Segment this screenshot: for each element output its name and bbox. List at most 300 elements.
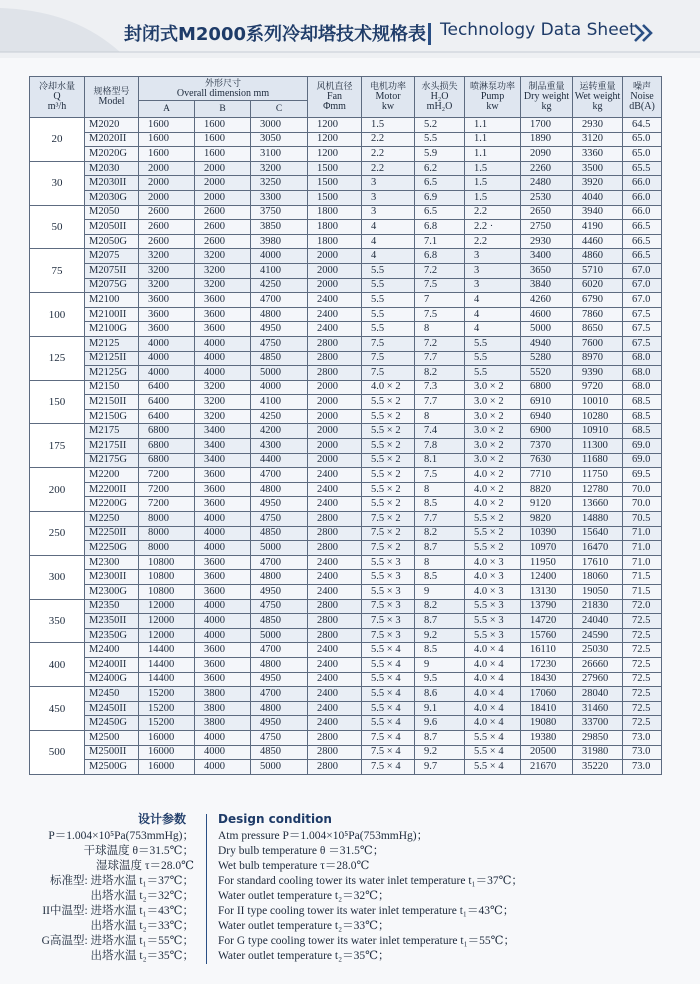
cell-dry-weight: 18430 (521, 672, 573, 687)
cell-pump: 4.0 × 4 (465, 687, 521, 702)
cell-model: M2030II (85, 176, 139, 191)
cell-dim-b: 3600 (195, 672, 251, 687)
cell-dry-weight: 12400 (521, 570, 573, 585)
cell-fan: 2400 (308, 657, 362, 672)
cell-wet-weight: 9720 (573, 380, 623, 395)
cell-dim-c: 3200 (251, 161, 308, 176)
cell-dim-b: 1600 (195, 147, 251, 162)
cell-dim-b: 3200 (195, 409, 251, 424)
cell-headloss: 8.5 (415, 497, 465, 512)
cell-model: M2020 (85, 118, 139, 133)
cell-motor: 5.5 × 2 (362, 439, 415, 454)
cell-pump: 4.0 × 2 (465, 468, 521, 483)
cell-dry-weight: 5520 (521, 366, 573, 381)
table-row (30, 278, 662, 293)
cell-wet-weight: 25030 (573, 643, 623, 658)
cell-fan: 2400 (308, 570, 362, 585)
cell-noise: 72.0 (623, 599, 662, 614)
cell-dim-b: 3600 (195, 293, 251, 308)
cell-flow: 150 (30, 380, 85, 424)
cell-noise: 68.0 (623, 366, 662, 381)
cell-headloss: 9.6 (415, 716, 465, 731)
cell-dim-a: 6400 (139, 409, 195, 424)
cell-headloss: 8.1 (415, 453, 465, 468)
cell-dry-weight: 6940 (521, 409, 573, 424)
cell-headloss: 7 (415, 293, 465, 308)
cell-fan: 2000 (308, 249, 362, 264)
cell-model: M2050 (85, 205, 139, 220)
cell-dim-b: 3600 (195, 585, 251, 600)
cell-dim-b: 4000 (195, 745, 251, 760)
cell-model: M2020G (85, 147, 139, 162)
cell-dry-weight: 9820 (521, 512, 573, 527)
cell-wet-weight: 11680 (573, 453, 623, 468)
design-line-cn: 干球温度 θ＝31.5℃； (83, 845, 194, 857)
cell-dim-a: 4000 (139, 351, 195, 366)
cell-model: M2450G (85, 716, 139, 731)
cell-fan: 2800 (308, 336, 362, 351)
cell-noise: 65.0 (623, 147, 662, 162)
cell-dim-c: 4950 (251, 585, 308, 600)
cell-model: M2200 (85, 468, 139, 483)
cell-pump: 5.5 × 4 (465, 760, 521, 775)
cell-dim-c: 5000 (251, 760, 308, 775)
table-row (30, 672, 662, 687)
cell-motor: 1.5 (362, 118, 415, 133)
cell-noise: 71.0 (623, 555, 662, 570)
cell-pump: 5.5 × 3 (465, 628, 521, 643)
spec-table-body (30, 118, 662, 775)
cell-dry-weight: 1890 (521, 132, 573, 147)
cell-noise: 65.0 (623, 132, 662, 147)
cell-dim-c: 5000 (251, 366, 308, 381)
cell-headloss: 5.9 (415, 147, 465, 162)
cell-motor: 7.5 × 2 (362, 541, 415, 556)
cell-dry-weight: 8820 (521, 482, 573, 497)
cell-motor: 5.5 × 4 (362, 716, 415, 731)
cell-dim-a: 16000 (139, 745, 195, 760)
cell-dim-c: 4700 (251, 555, 308, 570)
cell-model: M2175G (85, 453, 139, 468)
cell-dim-c: 4700 (251, 643, 308, 658)
cell-wet-weight: 3920 (573, 176, 623, 191)
cell-dim-a: 7200 (139, 468, 195, 483)
cell-dim-c: 3100 (251, 147, 308, 162)
cell-pump: 4.0 × 3 (465, 585, 521, 600)
cell-dry-weight: 13130 (521, 585, 573, 600)
cell-headloss: 8.2 (415, 526, 465, 541)
table-row (30, 293, 662, 308)
cell-dim-b: 3400 (195, 424, 251, 439)
cell-noise: 67.5 (623, 307, 662, 322)
cell-dim-b: 3600 (195, 307, 251, 322)
cell-fan: 1200 (308, 132, 362, 147)
cell-wet-weight: 35220 (573, 760, 623, 775)
cell-wet-weight: 3500 (573, 161, 623, 176)
cell-dim-a: 10800 (139, 555, 195, 570)
cell-wet-weight: 4040 (573, 190, 623, 205)
cell-pump: 3.0 × 2 (465, 395, 521, 410)
table-row (30, 263, 662, 278)
cell-motor: 7.5 × 4 (362, 760, 415, 775)
cell-dim-c: 4400 (251, 453, 308, 468)
cell-dim-c: 4850 (251, 614, 308, 629)
table-row (30, 439, 662, 454)
cell-noise: 64.5 (623, 118, 662, 133)
cell-model: M2030G (85, 190, 139, 205)
cell-headloss: 9 (415, 585, 465, 600)
cell-dim-b: 3600 (195, 322, 251, 337)
cell-dim-a: 12000 (139, 614, 195, 629)
cell-fan: 1200 (308, 147, 362, 162)
cell-wet-weight: 27960 (573, 672, 623, 687)
cell-dim-b: 4000 (195, 512, 251, 527)
cell-fan: 2400 (308, 482, 362, 497)
table-row (30, 366, 662, 381)
cell-fan: 2000 (308, 424, 362, 439)
cell-model: M2050II (85, 220, 139, 235)
design-line-cn: 出塔水温 t₂＝32℃； (90, 890, 194, 902)
cell-headloss: 9.7 (415, 760, 465, 775)
table-row (30, 351, 662, 366)
cell-flow: 50 (30, 205, 85, 249)
cell-dim-b: 3200 (195, 263, 251, 278)
cell-headloss: 6.8 (415, 249, 465, 264)
cell-dim-c: 5000 (251, 541, 308, 556)
cell-pump: 5.5 (465, 351, 521, 366)
cell-dim-a: 12000 (139, 628, 195, 643)
cell-motor: 4.0 × 2 (362, 380, 415, 395)
cell-noise: 72.5 (623, 628, 662, 643)
table-row (30, 745, 662, 760)
cell-noise: 68.5 (623, 409, 662, 424)
cell-dim-a: 2600 (139, 234, 195, 249)
cell-pump: 3.0 × 2 (465, 453, 521, 468)
table-row (30, 395, 662, 410)
cell-fan: 2400 (308, 497, 362, 512)
cell-fan: 2000 (308, 453, 362, 468)
table-row (30, 190, 662, 205)
cell-fan: 2000 (308, 439, 362, 454)
cell-dim-c: 3300 (251, 190, 308, 205)
cell-model: M2450 (85, 687, 139, 702)
cell-dim-c: 4800 (251, 570, 308, 585)
design-conditions (0, 810, 700, 980)
table-row (30, 307, 662, 322)
cell-noise: 72.5 (623, 687, 662, 702)
cell-wet-weight: 8970 (573, 351, 623, 366)
col-header-dry-weight: 制品重量 Dry weight kg (521, 77, 573, 118)
table-row (30, 147, 662, 162)
cell-dim-b: 4000 (195, 760, 251, 775)
cell-headloss: 7.4 (415, 424, 465, 439)
cell-headloss: 9.2 (415, 745, 465, 760)
cell-dim-a: 2600 (139, 205, 195, 220)
design-line-en: Water outlet temperature t₂＝35℃； (218, 950, 390, 962)
cell-dim-c: 4700 (251, 293, 308, 308)
cell-fan: 1800 (308, 220, 362, 235)
design-line-cn: G高温型: 进塔水温 t₁＝55℃； (41, 935, 194, 947)
design-line-en: Water outlet temperature t₂＝33℃； (218, 920, 390, 932)
cell-dry-weight: 21670 (521, 760, 573, 775)
cell-noise: 66.0 (623, 190, 662, 205)
cell-dim-c: 4700 (251, 468, 308, 483)
cell-pump: 2.2 (465, 205, 521, 220)
cell-headloss: 6.2 (415, 161, 465, 176)
cell-motor: 4 (362, 220, 415, 235)
cell-headloss: 8.5 (415, 570, 465, 585)
cell-motor: 5.5 (362, 278, 415, 293)
cell-dim-b: 2600 (195, 220, 251, 235)
cell-dim-b: 3600 (195, 570, 251, 585)
cell-dim-b: 4000 (195, 614, 251, 629)
cell-dry-weight: 11950 (521, 555, 573, 570)
cell-headloss: 9.5 (415, 672, 465, 687)
cell-headloss: 8.2 (415, 366, 465, 381)
cell-dim-a: 2000 (139, 190, 195, 205)
cell-wet-weight: 14880 (573, 512, 623, 527)
cell-dim-b: 4000 (195, 541, 251, 556)
cell-motor: 5.5 × 2 (362, 453, 415, 468)
cell-motor: 5.5 × 4 (362, 672, 415, 687)
cell-model: M2100G (85, 322, 139, 337)
cell-fan: 2400 (308, 307, 362, 322)
cell-dim-c: 4750 (251, 336, 308, 351)
table-row (30, 526, 662, 541)
cell-dim-a: 6800 (139, 439, 195, 454)
cell-model: M2300G (85, 585, 139, 600)
cell-pump: 3 (465, 263, 521, 278)
cell-dim-c: 4000 (251, 380, 308, 395)
cell-fan: 1200 (308, 118, 362, 133)
cell-dim-c: 4950 (251, 672, 308, 687)
cell-noise: 72.5 (623, 716, 662, 731)
cell-pump: 4 (465, 322, 521, 337)
cell-dry-weight: 6900 (521, 424, 573, 439)
cell-motor: 3 (362, 176, 415, 191)
cell-dry-weight: 10970 (521, 541, 573, 556)
cell-dry-weight: 2260 (521, 161, 573, 176)
cell-dim-c: 5000 (251, 628, 308, 643)
cell-dry-weight: 4600 (521, 307, 573, 322)
design-line-en: For II type cooling tower its water inlet temperature t₁＝43℃； (218, 905, 515, 917)
cell-model: M2250II (85, 526, 139, 541)
cell-dim-b: 2600 (195, 205, 251, 220)
cell-flow: 250 (30, 512, 85, 556)
cell-dim-b: 3400 (195, 453, 251, 468)
cell-dry-weight: 17230 (521, 657, 573, 672)
cell-fan: 2800 (308, 628, 362, 643)
cell-dim-b: 4000 (195, 366, 251, 381)
cell-dry-weight: 2090 (521, 147, 573, 162)
cell-noise: 73.0 (623, 745, 662, 760)
cell-dry-weight: 20500 (521, 745, 573, 760)
cell-model: M2350G (85, 628, 139, 643)
cell-wet-weight: 29850 (573, 730, 623, 745)
cell-dim-c: 4250 (251, 278, 308, 293)
cell-fan: 1500 (308, 176, 362, 191)
design-heading-english: Design condition (218, 812, 332, 826)
cell-pump: 1.1 (465, 132, 521, 147)
cell-noise: 68.0 (623, 380, 662, 395)
cell-dry-weight: 2530 (521, 190, 573, 205)
table-row (30, 687, 662, 702)
cell-dry-weight: 3650 (521, 263, 573, 278)
cell-dry-weight: 2750 (521, 220, 573, 235)
cell-noise: 67.0 (623, 293, 662, 308)
cell-wet-weight: 2930 (573, 118, 623, 133)
cell-motor: 5.5 (362, 263, 415, 278)
cell-motor: 5.5 × 2 (362, 482, 415, 497)
cell-motor: 2.2 (362, 161, 415, 176)
cell-dim-b: 1600 (195, 118, 251, 133)
cell-fan: 2800 (308, 541, 362, 556)
cell-dim-c: 3750 (251, 205, 308, 220)
cell-model: M2350 (85, 599, 139, 614)
cell-noise: 65.5 (623, 161, 662, 176)
cell-dim-a: 3200 (139, 249, 195, 264)
cell-fan: 1500 (308, 190, 362, 205)
table-row (30, 555, 662, 570)
cell-dim-b: 2000 (195, 176, 251, 191)
table-row (30, 541, 662, 556)
cell-motor: 5.5 × 4 (362, 687, 415, 702)
cell-headloss: 7.5 (415, 468, 465, 483)
cell-model: M2200G (85, 497, 139, 512)
cell-dim-b: 4000 (195, 730, 251, 745)
double-chevron-right-icon (632, 22, 656, 44)
cell-headloss: 8 (415, 409, 465, 424)
cell-headloss: 6.8 (415, 220, 465, 235)
cell-dim-b: 3800 (195, 701, 251, 716)
cell-dim-a: 3600 (139, 307, 195, 322)
cell-fan: 1800 (308, 205, 362, 220)
cell-noise: 71.5 (623, 570, 662, 585)
cell-wet-weight: 9390 (573, 366, 623, 381)
cell-dim-c: 4800 (251, 657, 308, 672)
cell-dry-weight: 3840 (521, 278, 573, 293)
cell-motor: 3 (362, 205, 415, 220)
design-line-cn: P＝1.004×10⁵Pa(753mmHg)； (48, 830, 194, 842)
cell-model: M2125II (85, 351, 139, 366)
title-english: Technology Data Sheet (440, 20, 636, 40)
cell-fan: 2000 (308, 409, 362, 424)
cell-model: M2075G (85, 278, 139, 293)
table-row (30, 512, 662, 527)
cell-dim-a: 1600 (139, 147, 195, 162)
cell-noise: 71.5 (623, 585, 662, 600)
cell-wet-weight: 26660 (573, 657, 623, 672)
cell-headloss: 9.1 (415, 701, 465, 716)
cell-headloss: 8.7 (415, 614, 465, 629)
cell-pump: 4.0 × 4 (465, 643, 521, 658)
cell-pump: 5.5 (465, 366, 521, 381)
cell-dim-c: 4750 (251, 512, 308, 527)
cell-headloss: 7.8 (415, 439, 465, 454)
cell-motor: 7.5 × 4 (362, 730, 415, 745)
cell-wet-weight: 12780 (573, 482, 623, 497)
cell-motor: 5.5 × 2 (362, 424, 415, 439)
cell-pump: 4.0 × 2 (465, 497, 521, 512)
cell-wet-weight: 15640 (573, 526, 623, 541)
design-conditions-chinese (0, 810, 206, 964)
cell-pump: 1.1 (465, 147, 521, 162)
cell-motor: 5.5 × 3 (362, 585, 415, 600)
cell-dim-a: 1600 (139, 132, 195, 147)
cell-pump: 5.5 × 3 (465, 614, 521, 629)
cell-motor: 5.5 × 2 (362, 468, 415, 483)
cell-headloss: 5.5 (415, 132, 465, 147)
cell-dim-c: 4950 (251, 322, 308, 337)
table-row (30, 176, 662, 191)
cell-dry-weight: 19380 (521, 730, 573, 745)
cell-dim-a: 10800 (139, 585, 195, 600)
cell-dim-a: 6800 (139, 424, 195, 439)
cell-noise: 70.0 (623, 497, 662, 512)
cell-dry-weight: 14720 (521, 614, 573, 629)
table-row (30, 585, 662, 600)
spec-table-container (29, 76, 661, 775)
cell-dry-weight: 13790 (521, 599, 573, 614)
cell-noise: 69.0 (623, 453, 662, 468)
cell-pump: 3.0 × 2 (465, 424, 521, 439)
cell-wet-weight: 6020 (573, 278, 623, 293)
cell-pump: 5.5 × 4 (465, 745, 521, 760)
cell-dim-b: 2600 (195, 234, 251, 249)
cell-dry-weight: 4940 (521, 336, 573, 351)
cell-pump: 1.5 (465, 190, 521, 205)
cell-wet-weight: 3360 (573, 147, 623, 162)
cell-headloss: 8.5 (415, 643, 465, 658)
cell-wet-weight: 3940 (573, 205, 623, 220)
col-header-noise: 噪声 Noise dB(A) (623, 77, 662, 118)
cell-noise: 68.0 (623, 351, 662, 366)
cell-motor: 7.5 × 3 (362, 599, 415, 614)
cell-headloss: 7.7 (415, 512, 465, 527)
cell-motor: 4 (362, 249, 415, 264)
cell-dim-b: 3600 (195, 468, 251, 483)
cell-dim-b: 1600 (195, 132, 251, 147)
cell-wet-weight: 8650 (573, 322, 623, 337)
cell-dim-c: 3050 (251, 132, 308, 147)
cell-pump: 5.5 × 2 (465, 526, 521, 541)
cell-dim-a: 15200 (139, 687, 195, 702)
cell-dim-a: 3200 (139, 263, 195, 278)
cell-fan: 2800 (308, 745, 362, 760)
table-row (30, 760, 662, 775)
cell-pump: 5.5 × 4 (465, 730, 521, 745)
cell-noise: 72.5 (623, 643, 662, 658)
cell-dim-c: 3980 (251, 234, 308, 249)
cell-headloss: 5.2 (415, 118, 465, 133)
cell-fan: 2000 (308, 278, 362, 293)
cell-noise: 73.0 (623, 730, 662, 745)
cell-dim-b: 4000 (195, 599, 251, 614)
cell-fan: 2800 (308, 760, 362, 775)
cell-dry-weight: 10390 (521, 526, 573, 541)
cell-dim-b: 3600 (195, 643, 251, 658)
cell-wet-weight: 28040 (573, 687, 623, 702)
table-row (30, 468, 662, 483)
cell-flow: 400 (30, 643, 85, 687)
cell-model: M2450II (85, 701, 139, 716)
cell-pump: 4.0 × 4 (465, 657, 521, 672)
cell-wet-weight: 3120 (573, 132, 623, 147)
cell-model: M2125G (85, 366, 139, 381)
cell-motor: 5.5 (362, 293, 415, 308)
cell-fan: 2800 (308, 512, 362, 527)
cell-pump: 4.0 × 4 (465, 701, 521, 716)
